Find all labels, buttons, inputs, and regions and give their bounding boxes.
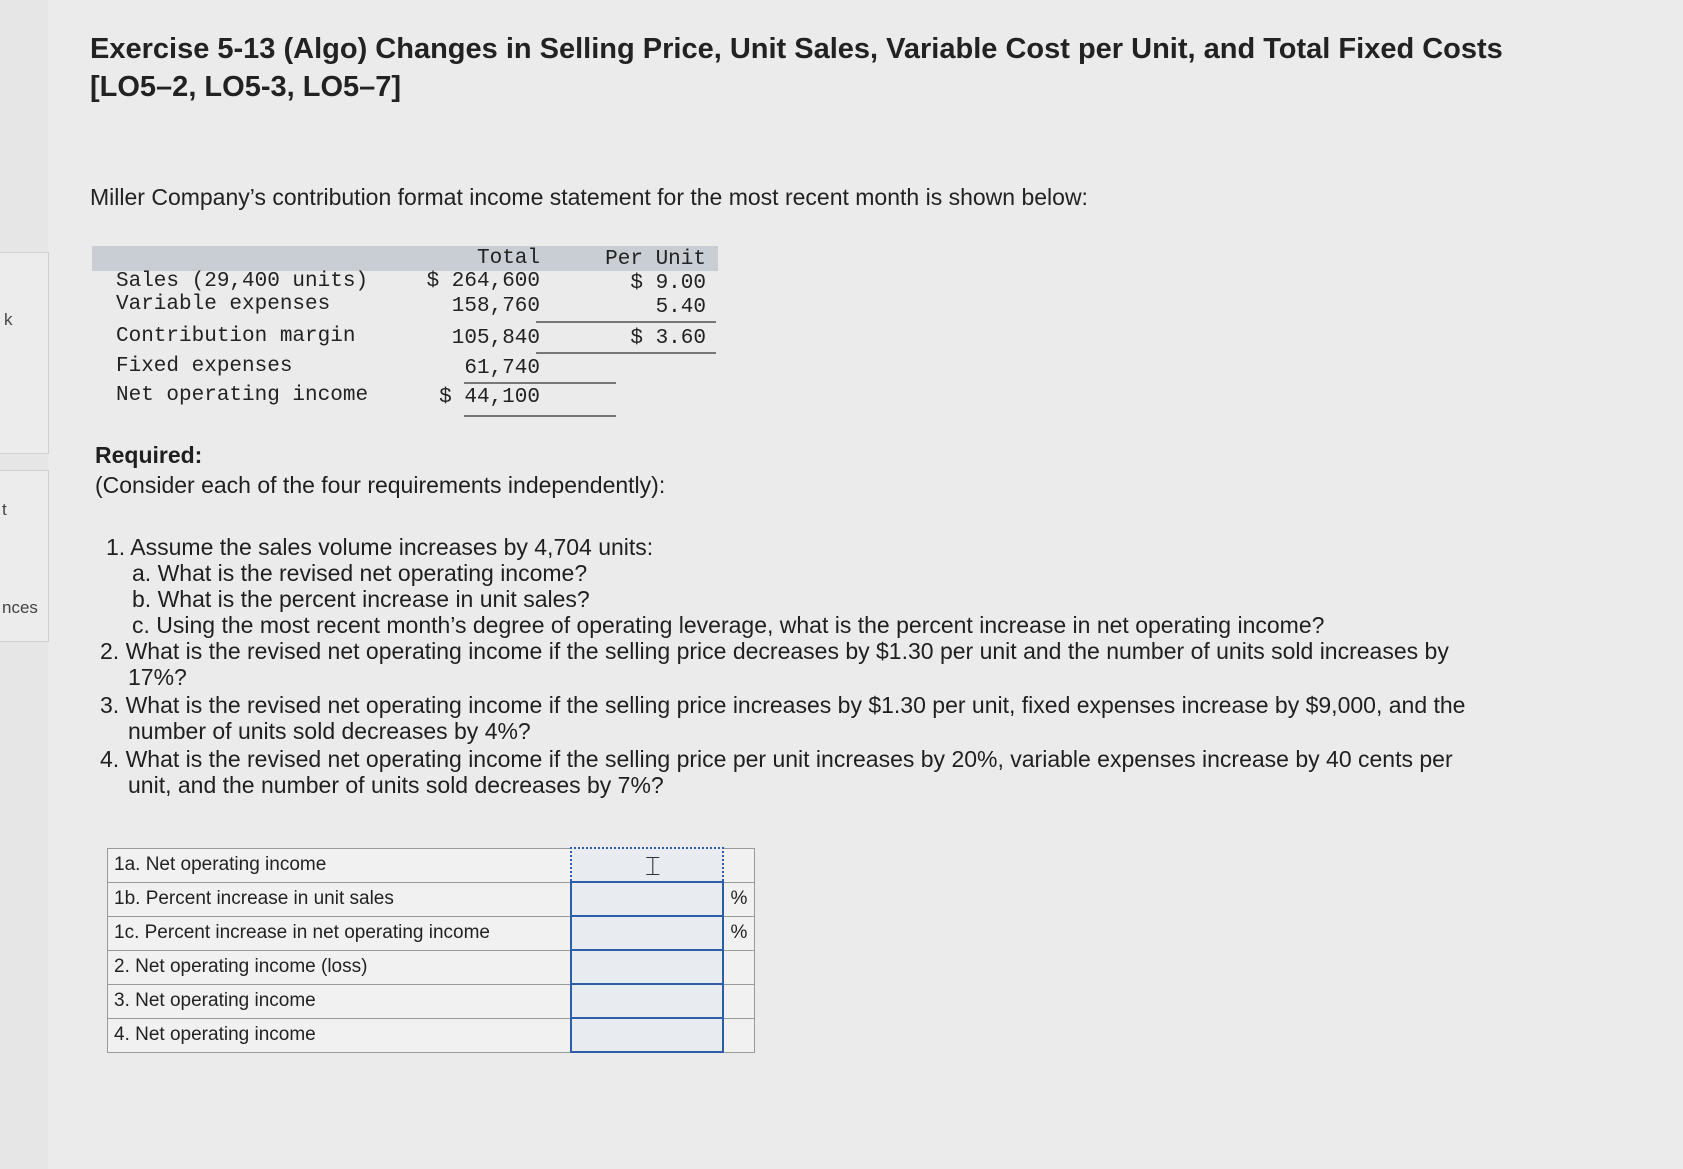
column-header-per-unit: Per Unit xyxy=(605,248,706,271)
statement-row-per-unit: $ 9.00 xyxy=(630,272,706,295)
answer-1b-input[interactable] xyxy=(572,883,722,915)
answer-label: 4. Net operating income xyxy=(108,1018,572,1052)
statement-row-label: Contribution margin xyxy=(116,325,356,348)
answer-row xyxy=(108,1018,755,1052)
requirement-item: 2. What is the revised net operating income if the selling price decreases by $1.30 per unit and the number of units sold increases by xyxy=(100,638,1449,664)
sidebar-fragment[interactable]: t xyxy=(2,500,7,519)
underline-rule xyxy=(536,321,716,323)
sidebar-fragment[interactable]: k xyxy=(4,310,13,329)
answer-label: 1a. Net operating income xyxy=(108,848,572,882)
answer-label: 1b. Percent increase in unit sales xyxy=(108,882,572,916)
answer-1c-input[interactable] xyxy=(572,917,722,949)
unit-suffix xyxy=(723,950,755,984)
requirement-item: c. Using the most recent month’s degree of operating leverage, what is the percent increase in net operating income? xyxy=(132,612,1325,638)
answer-input-cell[interactable] xyxy=(571,882,723,916)
required-section xyxy=(95,440,665,500)
requirement-item: b. What is the percent increase in unit sales? xyxy=(132,586,590,612)
answer-input-cell[interactable] xyxy=(571,950,723,984)
statement-row-label: Net operating income xyxy=(116,384,369,407)
text-cursor-icon: ⌶ xyxy=(645,852,661,882)
exercise-title: Exercise 5-13 (Algo) Changes in Selling Price, Unit Sales, Variable Cost per Unit, and Total Fixed Costs [LO5–2, LO5-3, LO5–7] xyxy=(90,33,1503,103)
unit-suffix xyxy=(723,984,755,1018)
statement-row-per-unit: $ 3.60 xyxy=(630,327,706,350)
answer-3-input[interactable] xyxy=(572,985,722,1017)
answer-input-cell[interactable] xyxy=(571,1018,723,1052)
statement-row-total: 105,840 xyxy=(451,327,540,350)
required-note: (Consider each of the four requirements independently): xyxy=(95,472,666,498)
answer-row xyxy=(108,984,755,1018)
requirement-item: a. What is the revised net operating income? xyxy=(132,560,588,586)
requirement-item: unit, and the number of units sold decreases by 7%? xyxy=(128,772,664,798)
answer-label: 3. Net operating income xyxy=(108,984,572,1018)
requirement-item: 17%? xyxy=(128,664,187,690)
requirement-item: number of units sold decreases by 4%? xyxy=(128,718,531,744)
statement-row-label: Fixed expenses xyxy=(116,355,293,378)
answer-row xyxy=(108,882,755,916)
statement-row-total: $ 264,600 xyxy=(426,270,540,293)
requirement-item: 4. What is the revised net operating income if the selling price per unit increases by 20%, variable expenses increase by 40 cents per xyxy=(100,746,1453,772)
answer-label: 1c. Percent increase in net operating income xyxy=(108,916,572,950)
answer-row xyxy=(108,916,755,950)
double-rule xyxy=(464,415,616,417)
answer-input-cell[interactable] xyxy=(571,984,723,1018)
answer-label: 2. Net operating income (loss) xyxy=(108,950,572,984)
unit-suffix xyxy=(723,1018,755,1052)
requirement-item: 3. What is the revised net operating income if the selling price increases by $1.30 per unit, fixed expenses increase by $9,000, and the xyxy=(100,692,1466,718)
double-rule xyxy=(536,352,716,354)
answer-input-cell[interactable] xyxy=(571,916,723,950)
answer-4-input[interactable] xyxy=(572,1019,722,1051)
statement-row-total: $ 44,100 xyxy=(439,386,540,409)
income-statement xyxy=(92,246,720,422)
requirement-item: 1. Assume the sales volume increases by 4,704 units: xyxy=(106,534,654,560)
statement-row-total: 158,760 xyxy=(451,295,540,318)
statement-row-per-unit: 5.40 xyxy=(655,296,706,319)
column-header-total: Total xyxy=(476,247,540,270)
answer-row xyxy=(108,950,755,984)
required-heading: Required: xyxy=(95,442,203,468)
sidebar-fragment[interactable]: nces xyxy=(2,598,38,617)
statement-row-label: Variable expenses xyxy=(116,293,331,316)
sidebar-panel xyxy=(0,252,49,454)
intro-text: Miller Company’s contribution format income statement for the most recent month is shown below: xyxy=(90,184,1088,210)
percent-suffix: % xyxy=(723,882,755,916)
statement-row-label: Sales (29,400 units) xyxy=(116,270,369,293)
statement-row-total: 61,740 xyxy=(464,357,540,380)
unit-suffix xyxy=(723,848,755,882)
percent-suffix: % xyxy=(723,916,755,950)
answer-2-input[interactable] xyxy=(572,951,722,983)
